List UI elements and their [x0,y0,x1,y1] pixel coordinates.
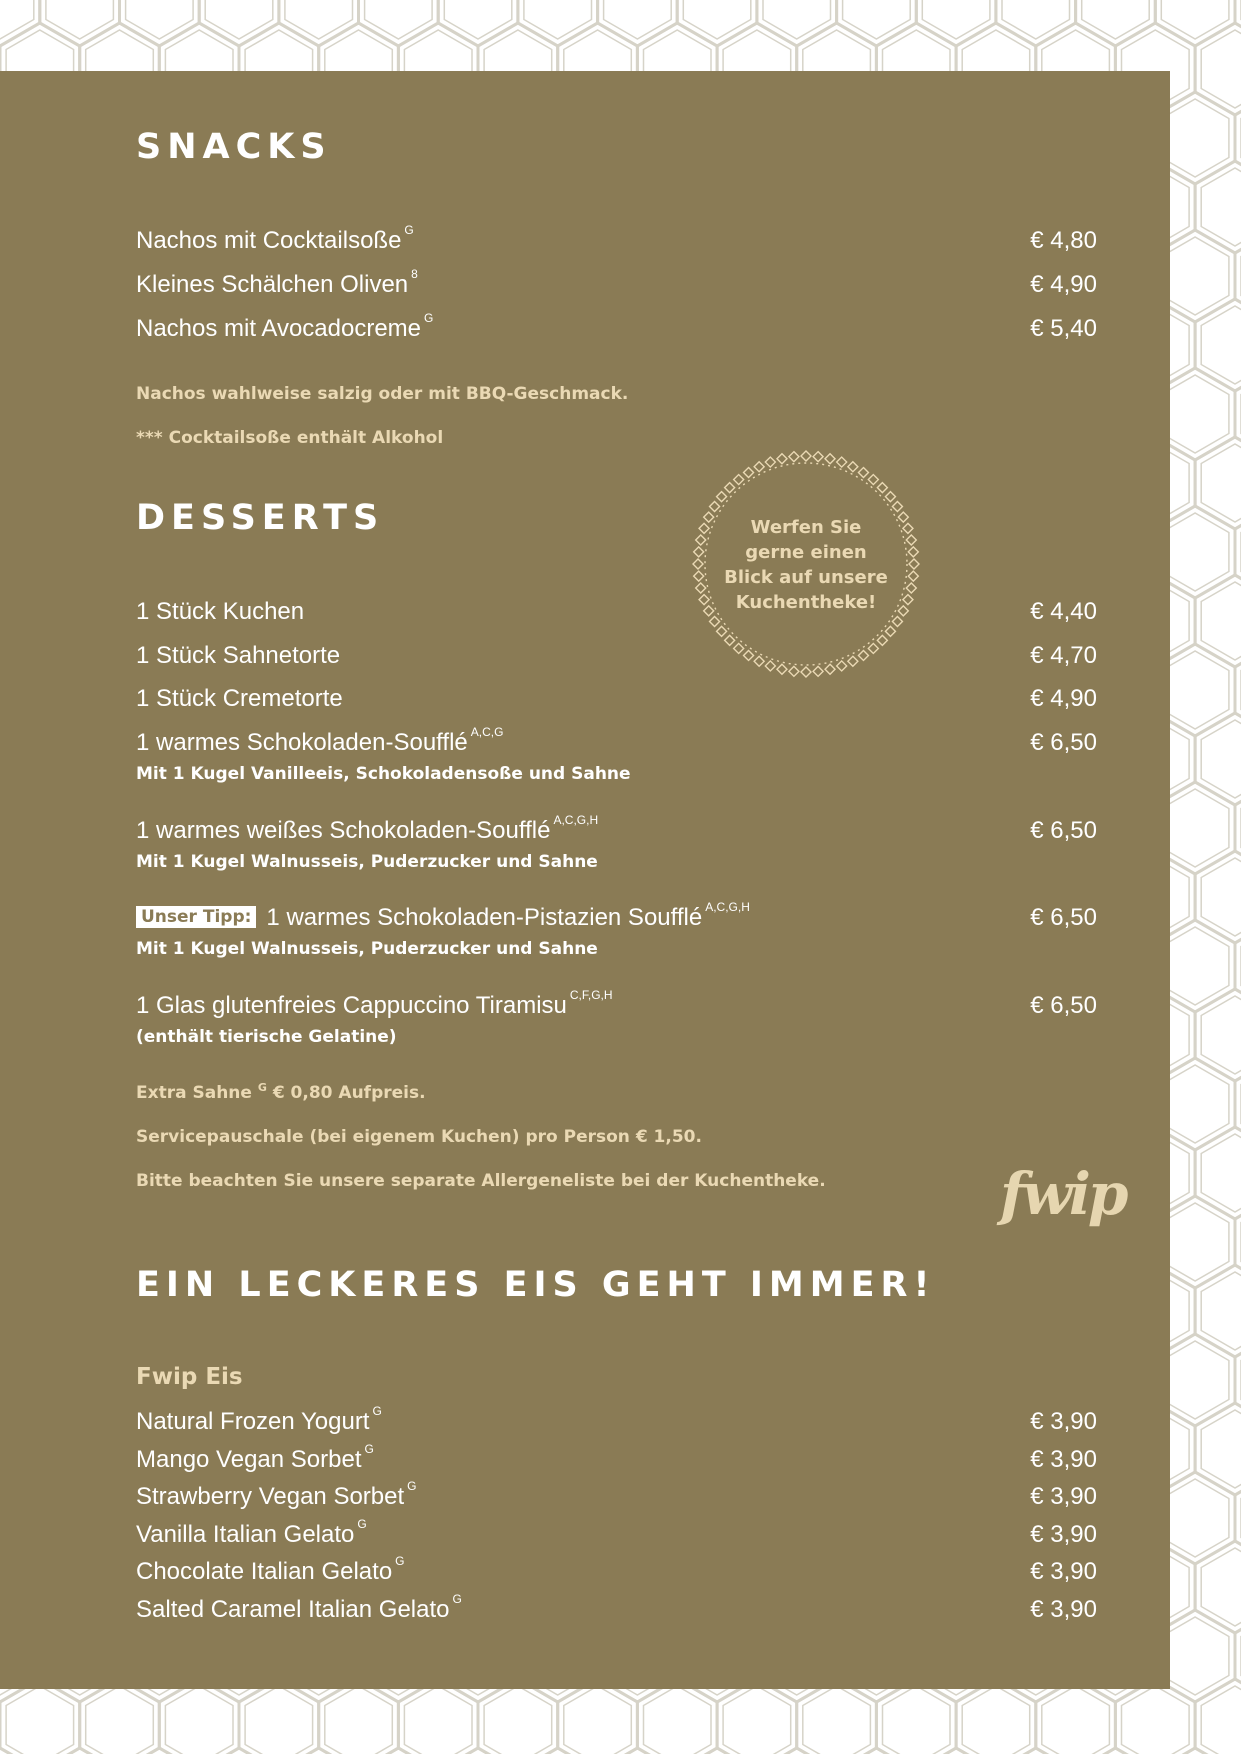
hex-cell [199,1748,279,1754]
hex-cell-inner [883,1686,951,1754]
hex-cell [717,1679,797,1754]
hex-cell-inner [1201,582,1241,660]
menu-item-description: Mit 1 Kugel Walnusseis, Puderzucker und Sahne [136,852,598,872]
hex-cell [1195,1265,1241,1357]
stamp-diamond [734,643,744,653]
menu-item-price: € 3,90 [1030,1521,1097,1548]
menu-item-description: Mit 1 Kugel Vanilleeis, Schokoladensoße und Sahne [136,764,631,784]
hex-cell-inner [1201,858,1241,936]
hex-cell-inner [1161,789,1229,867]
stamp-diamond [777,454,787,464]
hex-cell-inner [962,1686,1029,1754]
stamp-diamond [801,451,811,461]
tip-badge: Unser Tipp: [136,906,256,928]
hex-cell [996,1748,1076,1754]
menu-item-name: Nachos mit Cocktailsoße $^G$ [136,223,414,254]
hex-cell [120,1748,200,1754]
fwip-logo: fwip [1000,1160,1126,1228]
stamp-diamond [892,502,902,512]
stamp-diamond [717,492,727,502]
hex-cell-inner [1201,1410,1241,1488]
menu-item-price: € 4,90 [1030,685,1097,712]
menu-item-description: (enthält tierische Gelatine) [136,1027,397,1047]
menu-item-price: € 6,50 [1030,904,1097,931]
hex-cell [1235,1748,1241,1754]
stamp-diamond [765,661,775,671]
stamp-diamond [765,457,775,467]
hex-cell [478,1679,558,1754]
stamp-diamond [877,483,887,493]
stamp-diamond [868,475,878,485]
allergen-list-note: Bitte beachten Sie unsere separate Allergeneliste bei der Kuchentheke. [136,1171,826,1191]
stamp-diamond [848,462,858,472]
menu-item-price: € 3,90 [1030,1408,1097,1435]
hex-cell [837,1748,917,1754]
stamp-diamond [744,468,754,478]
snacks-heading: SNACKS [136,127,332,167]
menu-item-price: € 4,90 [1030,271,1097,298]
stamp-diamond [801,667,811,677]
ice-brand-subheading: Fwip Eis [136,1364,243,1390]
stamp-diamond [777,664,787,674]
hex-cell [1115,1679,1195,1754]
hex-cell [637,1679,717,1754]
hex-cell-inner [484,1686,552,1754]
stamp-diamond [744,650,754,660]
stamp-diamond [734,475,744,485]
stamp-diamond [858,468,868,478]
hex-cell-inner [1161,1479,1229,1557]
service-fee-note: Servicepauschale (bei eigenem Kuchen) pro Person € 1,50. [136,1127,702,1147]
hex-cell-inner [1161,513,1229,591]
hex-cell-inner [1201,168,1241,246]
hex-cell-inner [1161,375,1229,453]
hex-cell-inner [1161,237,1229,315]
menu-item-name: Vanilla Italian Gelato $^G$ [136,1517,367,1548]
menu-item-price: € 3,90 [1030,1483,1097,1510]
hex-cell [1076,1748,1156,1754]
menu-item-name: Nachos mit Avocadocreme $^G$ [136,311,434,342]
hex-cell-inner [1201,30,1241,108]
hex-cell-inner [1161,1617,1229,1695]
menu-item-price: € 3,90 [1030,1596,1097,1623]
hex-cell-inner [86,1686,154,1754]
stamp-diamond [837,457,847,467]
menu-item-price: € 5,40 [1030,315,1097,342]
hex-cell [518,1748,598,1754]
hex-cell [1195,1541,1241,1633]
stamp-diamond [813,666,823,676]
hex-cell [1036,1679,1116,1754]
hex-cell [558,1679,638,1754]
hex-cell [1195,161,1241,253]
hex-cell-inner [0,0,34,39]
menu-item-description: Mit 1 Kugel Walnusseis, Puderzucker und Sahne [136,939,598,959]
menu-item-name: Chocolate Italian Gelato $^G$ [136,1554,405,1585]
hex-cell-inner [165,1686,233,1754]
stamp-diamond [858,650,868,660]
stamp-line: Blick auf unsere [724,567,888,588]
hex-cell-inner [1042,1686,1110,1754]
hex-cell [876,1679,956,1754]
hex-cell [279,1748,359,1754]
hex-cell [398,1679,478,1754]
hex-cell [438,1748,518,1754]
hex-cell-inner [1201,1134,1241,1212]
hex-cell [1195,575,1241,667]
hex-cell-inner [1201,720,1241,798]
hex-cell [359,1748,439,1754]
hex-cell-inner [723,1686,791,1754]
hex-cell [1195,1127,1241,1219]
hex-cell-inner [1161,927,1229,1005]
hex-cell-inner [245,1686,313,1754]
menu-item-price: € 4,40 [1030,598,1097,625]
hex-cell [159,1679,239,1754]
snacks-note: Nachos wahlweise salzig oder mit BBQ-Geschmack. [136,384,629,404]
stamp-diamond [725,635,735,645]
stamp-diamond [877,635,887,645]
stamp-diamond [892,616,902,626]
hex-cell [1195,1403,1241,1495]
stamp-line: gerne einen [745,542,867,563]
hex-cell [1195,851,1241,943]
hex-cell-inner [1161,1065,1229,1143]
stamp-diamond [848,656,858,666]
hex-cell-inner [1201,1548,1241,1626]
hex-cell-inner [803,1686,871,1754]
stamp-diamond [813,452,823,462]
stamp-diamond [725,483,735,493]
stamp-diamond [825,664,835,674]
hex-cell [1195,299,1241,391]
menu-item-name: 1 warmes Schokoladen-Soufflé $^{A,C,G}$ [136,725,504,756]
menu-item-price: € 3,90 [1030,1446,1097,1473]
menu-item-name: 1 Stück Cremetorte [136,685,343,712]
menu-item-name: Kleines Schälchen Oliven $^8$ [136,267,418,298]
hex-cell [0,1679,80,1754]
hex-cell-inner [1161,1341,1229,1419]
menu-item-name: 1 warmes weißes Schokoladen-Soufflé $^{A,C,G,H}$ [136,813,599,844]
hex-cell-inner [1201,1272,1241,1350]
menu-item-name: Salted Caramel Italian Gelato $^G$ [136,1592,462,1623]
hex-cell-inner [644,1686,712,1754]
stamp-diamond [717,626,727,636]
stamp-diamond [825,454,835,464]
stamp-diamond [710,616,720,626]
menu-item-name: 1 Stück Kuchen [136,598,305,625]
menu-item-price: € 6,50 [1030,817,1097,844]
menu-item-price: € 6,50 [1030,992,1097,1019]
hex-cell-inner [1161,651,1229,729]
stamp-diamond [754,462,764,472]
menu-item-price: € 6,50 [1030,729,1097,756]
stamp-diamond [754,656,764,666]
desserts-heading: DESSERTS [136,498,385,538]
hex-cell-inner [6,1686,74,1754]
kuchentheke-stamp-text [690,515,922,615]
hex-cell-inner [1201,444,1241,522]
hex-cell [1155,1748,1235,1754]
menu-item-price: € 4,80 [1030,227,1097,254]
hex-cell [1195,989,1241,1081]
ice-cream-heading: EIN LECKERES EIS GEHT IMMER! [136,1265,936,1305]
hex-cell [319,1679,399,1754]
menu-item-name: Natural Frozen Yogurt $^G$ [136,1404,382,1435]
menu-panel [0,71,1170,1689]
hex-cell [80,1679,160,1754]
snacks-note: *** Cocktailsoße enthält Alkohol [136,428,444,448]
menu-item-name: Strawberry Vegan Sorbet $^G$ [136,1479,417,1510]
stamp-diamond [710,502,720,512]
hex-cell [1195,23,1241,115]
hex-cell [598,1748,678,1754]
stamp-diamond [868,643,878,653]
menu-item-price: € 4,70 [1030,642,1097,669]
menu-item-name: 1 Stück Sahnetorte [136,642,341,669]
stamp-diamond [885,626,895,636]
stamp-diamond [885,492,895,502]
hex-cell-inner [1122,1686,1190,1754]
hex-cell [797,1679,877,1754]
hex-cell-inner [564,1686,632,1754]
hex-cell-inner [325,1686,393,1754]
hex-cell [916,1748,996,1754]
hex-cell-inner [1201,996,1241,1074]
hex-cell [1195,713,1241,805]
hex-cell [956,1679,1036,1754]
hex-cell [757,1748,837,1754]
menu-item-name: 1 Glas glutenfreies Cappuccino Tiramisu $^{C,F,G,H}$ [136,988,613,1019]
stamp-line: Werfen Sie [750,517,862,538]
hex-cell [1195,437,1241,529]
hex-cell-inner [1201,306,1241,384]
hex-cell-inner [1161,99,1229,177]
stamp-diamond [837,661,847,671]
hex-cell-inner [1161,1203,1229,1281]
extra-cream-note: Extra Sahne $^G$ € 0,80 Aufpreis. [136,1081,426,1103]
hex-cell [239,1679,319,1754]
hex-cell [677,1748,757,1754]
stamp-diamond [789,452,799,462]
stamp-line: Kuchentheke! [735,592,877,613]
menu-item-price: € 3,90 [1030,1558,1097,1585]
hex-cell-inner [404,1686,472,1754]
hex-cell [40,1748,120,1754]
stamp-diamond [789,666,799,676]
menu-item-name: Unser Tipp: 1 warmes Schokoladen-Pistazien Soufflé $^{A,C,G,H}$ [136,904,750,932]
menu-item-name: Mango Vegan Sorbet $^G$ [136,1442,374,1473]
